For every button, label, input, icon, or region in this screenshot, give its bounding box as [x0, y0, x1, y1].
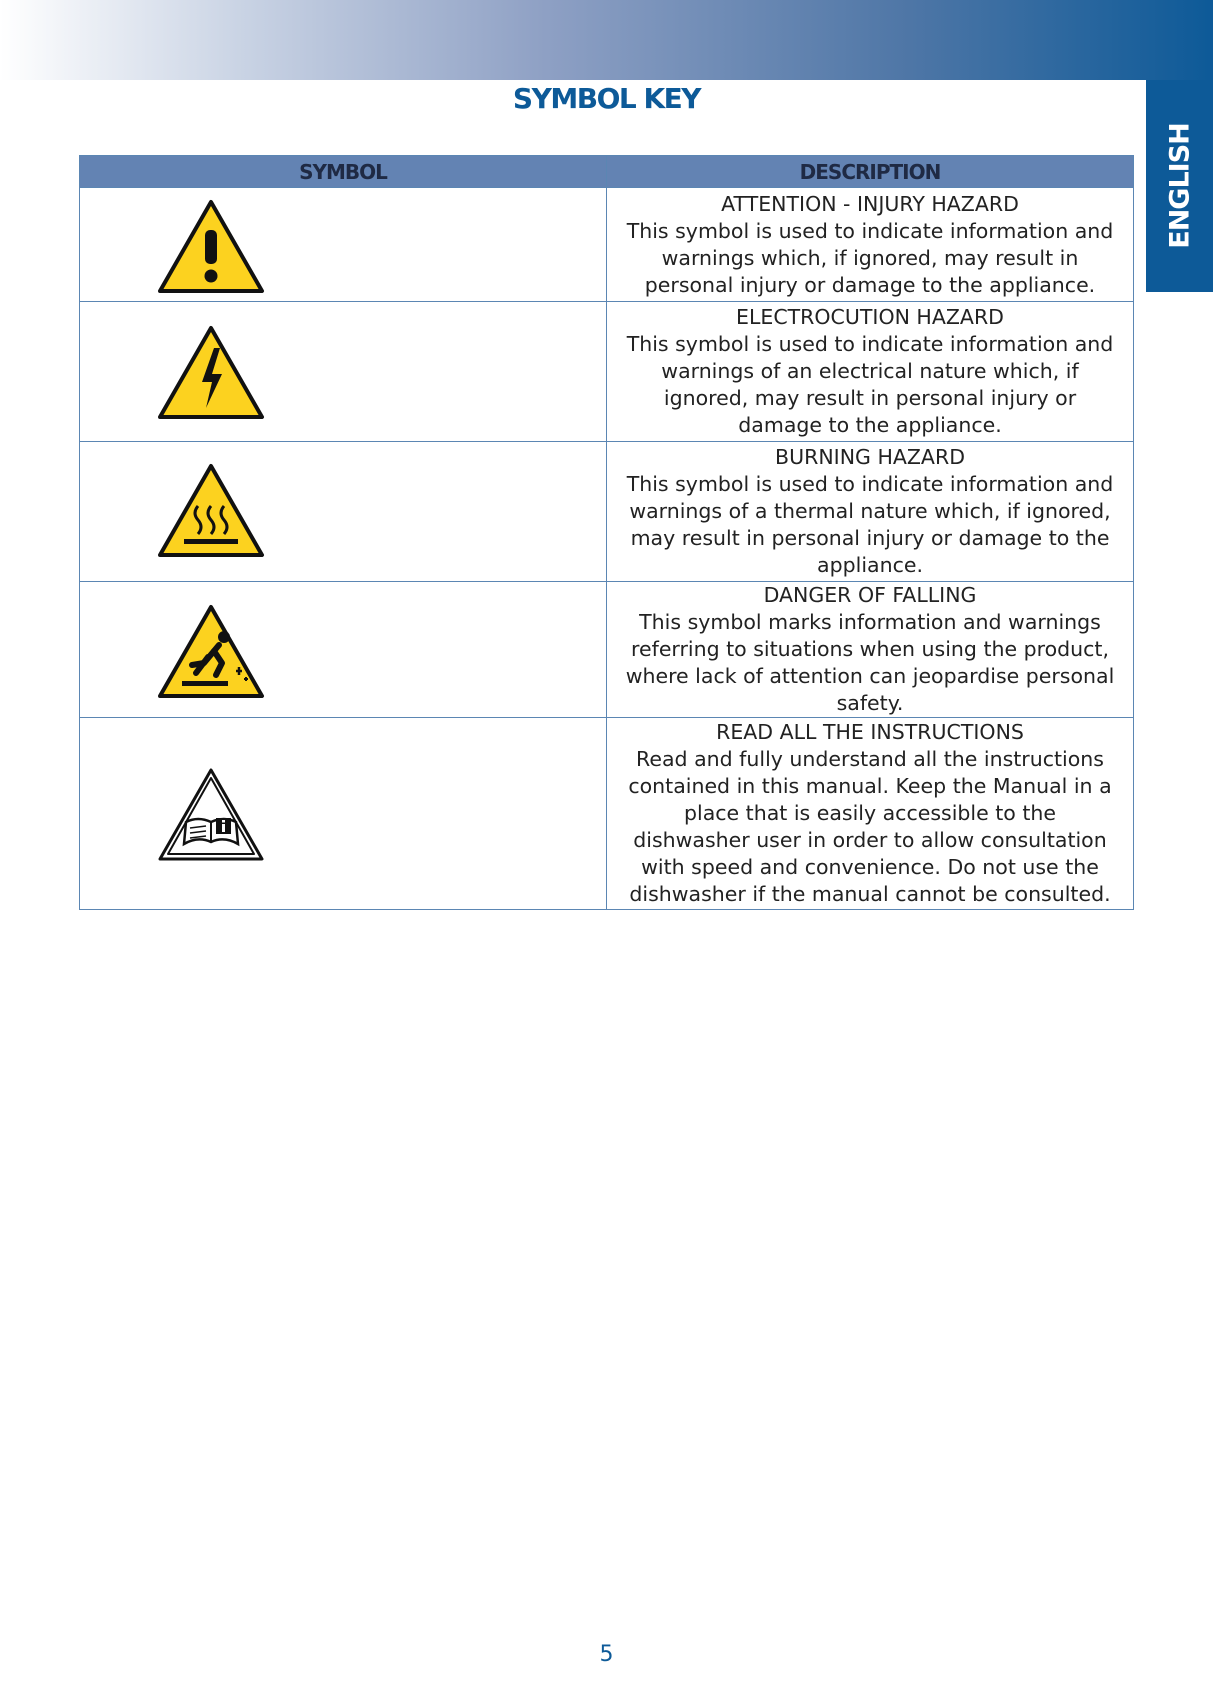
symbol-cell	[80, 718, 607, 910]
description-cell	[607, 582, 1134, 718]
danger-of-falling-icon	[156, 603, 266, 700]
table-row	[80, 302, 1134, 442]
electrocution-hazard-icon	[156, 324, 266, 421]
description-cell	[607, 188, 1134, 302]
language-label: ENGLISH	[1164, 123, 1195, 249]
table-row	[80, 188, 1134, 302]
symbol-cell	[80, 442, 607, 582]
description-cell	[607, 442, 1134, 582]
table-row	[80, 718, 1134, 910]
table-row	[80, 582, 1134, 718]
page-title: SYMBOL KEY	[512, 82, 701, 115]
description-title: READ ALL THE INSTRUCTIONS	[716, 720, 1024, 744]
description-text: This symbol marks information and warnings referring to situations when using the product, where lack of attention can jeopardise personal safety.	[625, 610, 1115, 715]
symbol-cell	[80, 582, 607, 718]
injury-hazard-icon	[156, 198, 266, 295]
description-title: DANGER OF FALLING	[763, 583, 977, 607]
description-cell	[607, 302, 1134, 442]
page-number: 5	[599, 1642, 614, 1667]
description-text: This symbol is used to indicate information and warnings of an electrical nature which, if ignored, may result in personal injury or damage to the appliance.	[626, 332, 1114, 437]
header-band	[0, 0, 1213, 80]
description-text: This symbol is used to indicate information and warnings which, if ignored, may result in personal injury or damage to the appliance.	[626, 218, 1114, 297]
table-row	[80, 442, 1134, 582]
symbol-cell	[80, 188, 607, 302]
table-header-row	[80, 156, 1134, 188]
description-cell	[607, 718, 1134, 910]
description-title: ELECTROCUTION HAZARD	[736, 305, 1004, 329]
symbol-cell	[80, 302, 607, 442]
read-instructions-icon	[156, 766, 266, 863]
symbol-key-table	[79, 155, 1134, 910]
description-title: ATTENTION - INJURY HAZARD	[721, 191, 1019, 216]
description-title: BURNING HAZARD	[775, 445, 965, 469]
description-text: This symbol is used to indicate information and warnings of a thermal nature which, if ignored, may result in personal injury or damage to the appliance.	[626, 472, 1114, 577]
description-column-header: DESCRIPTION	[607, 156, 1134, 188]
description-text: Read and fully understand all the instructions contained in this manual. Keep the Manual in a place that is easily accessible to the dishwasher user in order to allow consultation with speed and convenience. Do not use the dishwasher if the manual cannot be consulted.	[628, 747, 1112, 906]
burning-hazard-icon	[156, 462, 266, 559]
symbol-column-header: SYMBOL	[80, 156, 607, 188]
